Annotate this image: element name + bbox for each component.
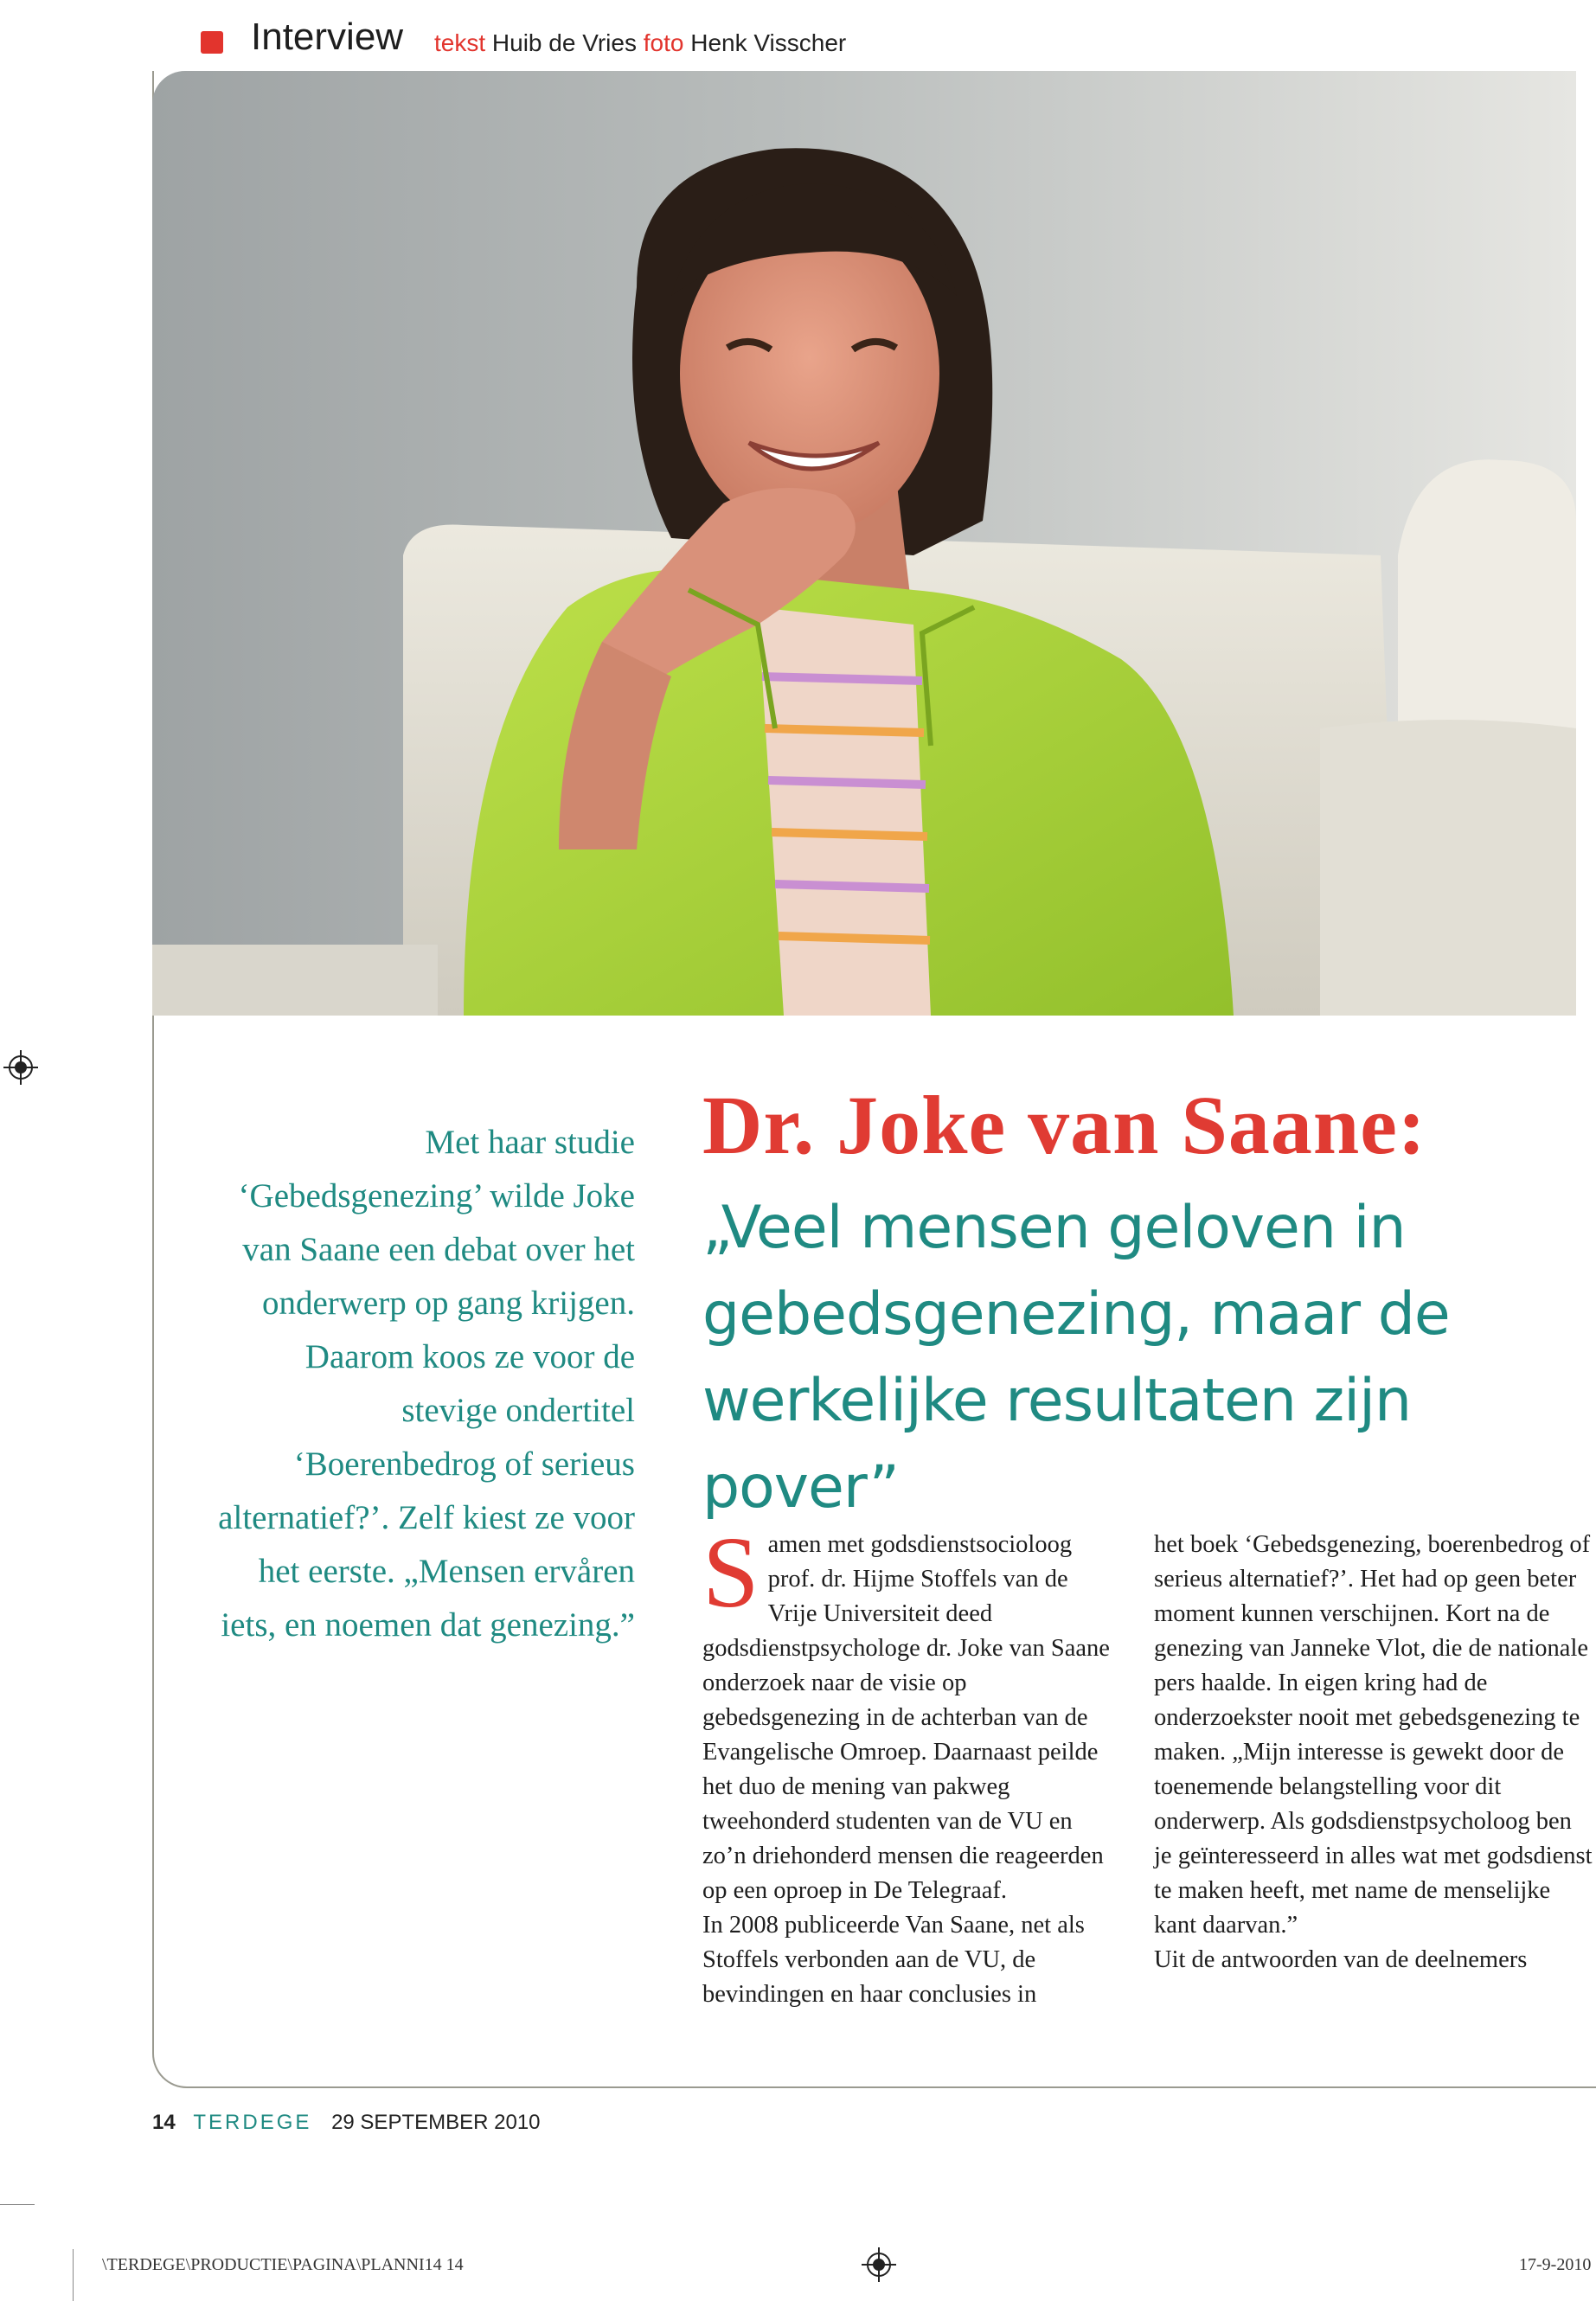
credits [434, 29, 846, 57]
headline: Dr. Joke van Saane: [702, 1079, 1426, 1171]
body-column-1 [702, 1516, 1118, 2012]
body-paragraph: In 2008 publiceerde Van Saane, net als Stoffels verbonden aan de VU, de bevindingen en haar conclusies in [702, 1912, 1085, 2008]
page-number: 14 [152, 2111, 176, 2134]
print-slug-path: \TERDEGE\PRODUCTIE\PAGINA\PLANNI14 14 [102, 2255, 464, 2274]
credit-text-name: Huib de Vries [491, 29, 637, 56]
portrait-photo [152, 71, 1576, 1016]
body-paragraph: amen met godsdienstsocioloog prof. dr. Hijme Stoffels van de Vrije Universiteit deed godsdienstpsychologe dr. Joke van Saane onderzoek naar de visie op gebedsgenezing in de achterban van de Evangelische Omroep. Daarnaast peilde het duo de mening van pakweg tweehonderd studenten van de VU en zo’n driehonderd mensen die reageerden op een oproep in De Telegraaf. [702, 1531, 1110, 1904]
credit-photo-name: Henk Visscher [690, 29, 847, 56]
body-paragraph: het boek ‘Gebedsgenezing, boerenbedrog of serieus alternatief?’. Het had op geen beter moment kunnen verschijnen. Kort na de genezing van Janneke Vlot, die de nationale pers haalde. In eigen kring had de onderzoekster nooit met gebedsgenezing te maken. „Mijn interesse is gewekt door de toenemende belangstelling voor dit onderwerp. Als godsdienstpsycholoog ben je geïnteresseerd in alles wat met godsdienst te maken heeft, met name de menselijke kant daarvan.” [1154, 1531, 1593, 1939]
pull-quote: Met haar studie ‘Gebedsgenezing’ wilde Joke van Saane een debat over het onderwerp op gang krijgen. Daarom koos ze voor de stevige ondertitel ‘Boerenbedrog of serieus alternatief?’. Zelf kiest ze voor het eerste. „Mensen ervåren iets, en noemen dat genezing.” [218, 1124, 635, 1644]
body-column-2 [1154, 1528, 1595, 1977]
issue-date: 29 SEPTEMBER 2010 [331, 2111, 541, 2134]
subheadline: „Veel mensen geloven in gebedsgenezing, maar de werkelijke resultaten zijn pover” [702, 1194, 1450, 1522]
crop-mark [0, 2204, 35, 2205]
credit-photo-label: foto [643, 29, 684, 56]
credit-text-label: tekst [434, 29, 486, 56]
drop-cap: S [702, 1516, 760, 1629]
crop-mark [73, 2249, 74, 2301]
registration-mark-icon [862, 2247, 896, 2282]
section-label: Interview [251, 16, 404, 58]
section-marker [201, 31, 223, 54]
folio [152, 2111, 541, 2135]
print-slug-date: 17-9-2010 [1519, 2255, 1592, 2274]
body-paragraph: Uit de antwoorden van de deelnemers [1154, 1946, 1528, 1973]
registration-mark-icon [3, 1050, 38, 1085]
magazine-name: TERDEGE [193, 2111, 312, 2134]
